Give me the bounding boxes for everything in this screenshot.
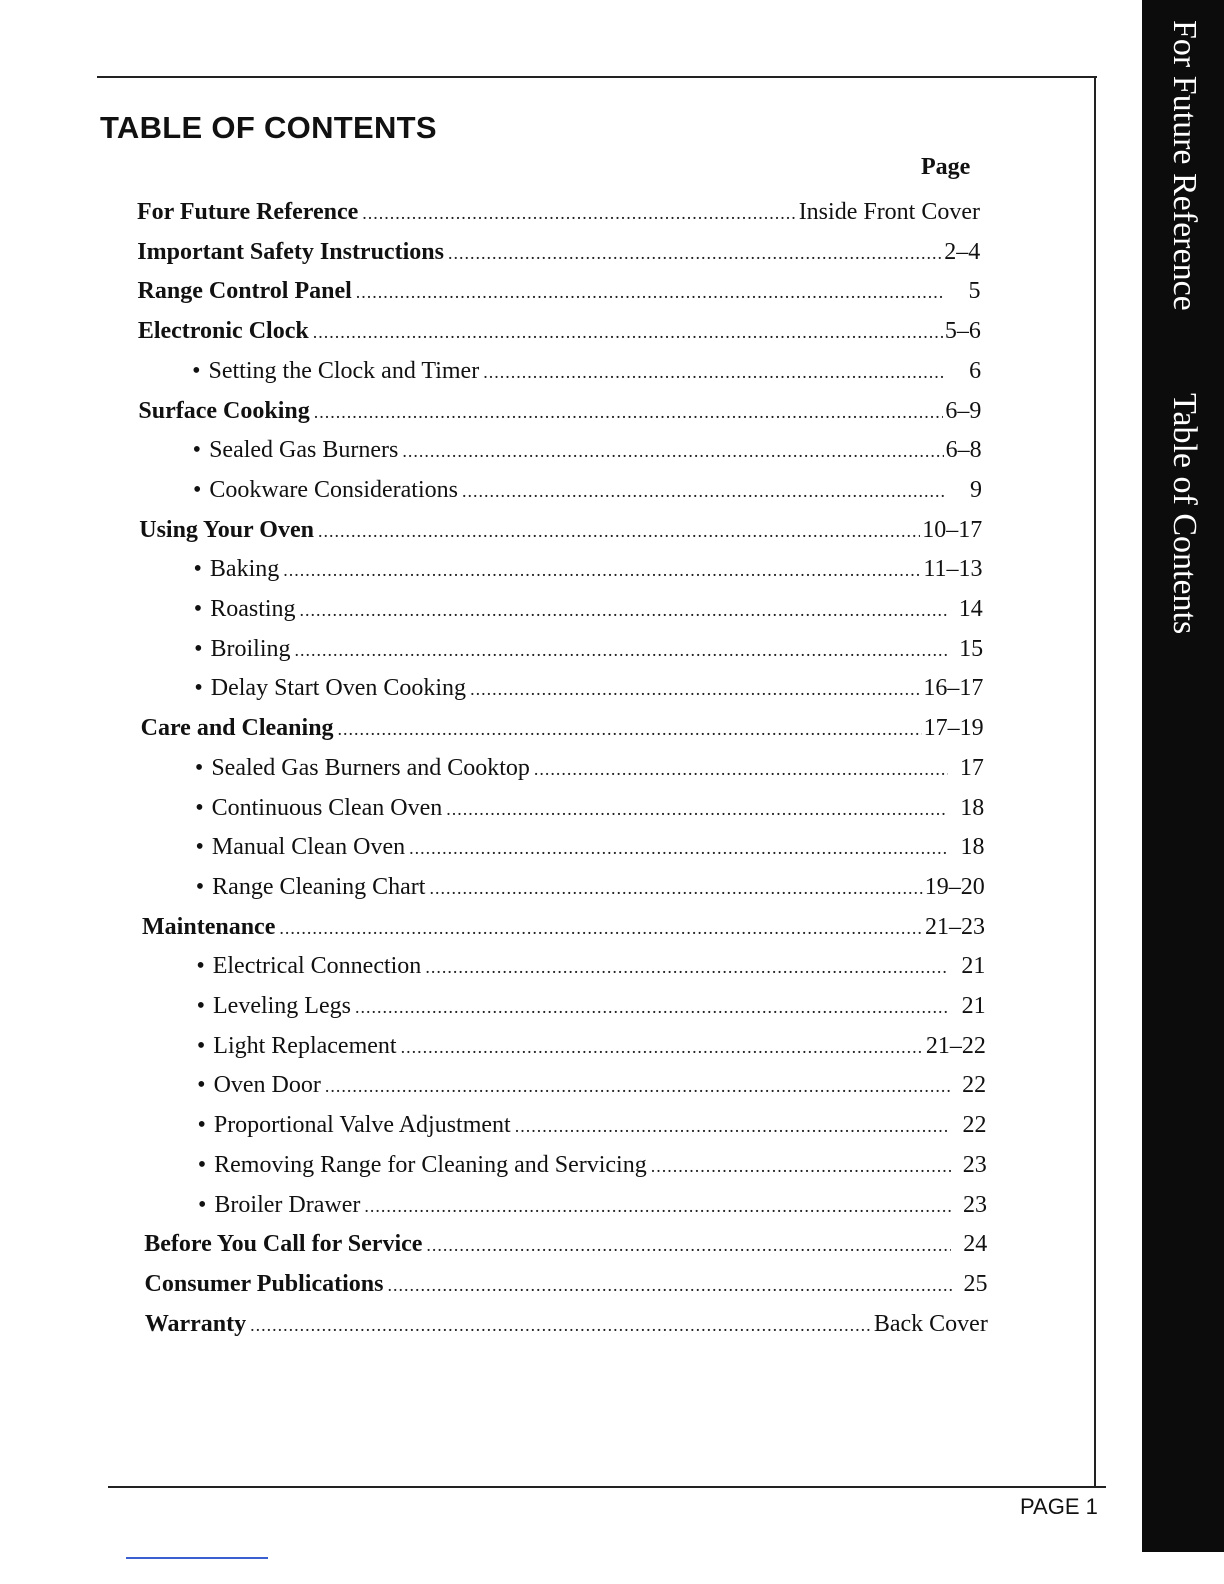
- page-column-label: Page: [921, 154, 971, 180]
- frame-bottom-rule: [108, 1486, 1106, 1488]
- toc-entry-title: Care and Cleaning: [140, 715, 334, 742]
- toc-entry-page: 21–23: [925, 913, 986, 940]
- dot-leader: [483, 356, 945, 388]
- toc-entry: [137, 236, 980, 268]
- dot-leader: [250, 1309, 872, 1341]
- toc-entry-page: 14: [958, 596, 983, 622]
- toc-entry: [194, 593, 983, 625]
- bullet-icon: •: [192, 476, 202, 503]
- dot-leader: [300, 594, 947, 626]
- toc-entry-title: Setting the Clock and Timer: [208, 357, 480, 384]
- toc-entry-page: 21–22: [925, 1032, 986, 1059]
- toc-entry: [194, 633, 983, 665]
- toc-entry-title: Electronic Clock: [137, 318, 309, 345]
- toc-entry: [195, 752, 984, 784]
- toc-entry-title: Sealed Gas Burners: [209, 437, 399, 464]
- dot-leader: [462, 475, 946, 507]
- toc-entry-page: 16–17: [923, 675, 984, 702]
- toc-entry: [195, 792, 984, 824]
- bullet-icon: •: [198, 1191, 207, 1218]
- toc-entry-page: 22: [962, 1072, 987, 1099]
- toc-entry: [198, 1189, 987, 1221]
- side-tab-label-table-of-contents: Table of Contents: [1166, 393, 1203, 635]
- dot-leader: [325, 1070, 950, 1102]
- toc-entry: [138, 395, 981, 427]
- dot-leader: [515, 1110, 951, 1142]
- toc-entry-title: For Future Reference: [137, 199, 359, 225]
- toc-entry: [138, 315, 981, 347]
- dot-leader: [426, 1229, 951, 1261]
- bullet-icon: •: [196, 953, 205, 980]
- toc-entry-title: Leveling Legs: [213, 993, 351, 1019]
- toc-entry-title: Warranty: [144, 1310, 247, 1337]
- toc-entry-page: 18: [960, 794, 985, 821]
- toc-entry-title: Oven Door: [213, 1072, 321, 1099]
- toc-entry-title: Manual Clean Oven: [211, 834, 406, 861]
- toc-entry-page: 6–9: [945, 397, 982, 424]
- bullet-icon: •: [192, 437, 202, 464]
- toc-entry-page: 10–17: [922, 516, 983, 543]
- bullet-icon: •: [192, 357, 201, 384]
- side-tab-labels: [1146, 20, 1222, 635]
- toc-entry-title: Light Replacement: [213, 1032, 397, 1059]
- scan-mark: [126, 1557, 268, 1559]
- toc-entry-page: 15: [959, 635, 984, 662]
- toc-entry-title: Range Control Panel: [137, 278, 352, 305]
- toc-entry: [197, 1030, 986, 1062]
- toc-entry-page: 25: [963, 1270, 988, 1297]
- toc-entry: [142, 911, 985, 943]
- toc-entry-title: Delay Start Oven Cooking: [210, 675, 467, 702]
- bullet-icon: •: [197, 1151, 207, 1178]
- toc-entry-title: Proportional Valve Adjustment: [213, 1112, 511, 1139]
- toc-entry: [145, 1308, 988, 1340]
- toc-entry-page: 23: [962, 1151, 987, 1178]
- toc-entry-page: 2–4: [944, 238, 981, 265]
- toc-entry-title: Consumer Publications: [144, 1270, 384, 1297]
- toc-entry: [137, 196, 980, 228]
- dot-leader: [283, 554, 921, 586]
- dot-leader: [651, 1150, 951, 1182]
- page-title: TABLE OF CONTENTS: [100, 110, 437, 145]
- toc-entry: [138, 275, 981, 307]
- toc-entry: [193, 434, 982, 466]
- dot-leader: [338, 713, 922, 745]
- bullet-icon: •: [194, 754, 204, 781]
- bullet-icon: •: [194, 675, 203, 702]
- bullet-icon: •: [195, 873, 205, 900]
- dot-leader: [314, 396, 944, 428]
- dot-leader: [387, 1269, 951, 1301]
- toc-entry: [194, 553, 983, 585]
- dot-leader: [318, 515, 920, 547]
- toc-entry-title: Maintenance: [142, 913, 276, 940]
- toc-entry: [198, 1149, 987, 1181]
- toc-entry-title: Electrical Connection: [212, 953, 422, 980]
- toc-entry-page: 17–19: [923, 715, 984, 742]
- toc-entry-title: Baking: [209, 556, 280, 583]
- dot-leader: [356, 276, 945, 308]
- toc-entry: [196, 871, 985, 903]
- toc-entry: [197, 990, 986, 1022]
- bullet-icon: •: [197, 1072, 206, 1099]
- toc-entry-page: 11–13: [923, 556, 983, 583]
- toc-entry: [194, 672, 983, 704]
- toc-entry-page: 9: [969, 476, 982, 503]
- toc-entry-page: 23: [963, 1191, 987, 1218]
- toc-entry: [196, 950, 985, 982]
- toc-entry-title: Surface Cooking: [138, 397, 310, 424]
- toc-entry: [197, 1069, 986, 1101]
- toc-entry-title: Range Cleaning Chart: [212, 873, 426, 900]
- toc-entry: [141, 712, 984, 744]
- dot-leader: [446, 793, 948, 825]
- toc-entry-page: 24: [963, 1231, 988, 1258]
- bullet-icon: •: [197, 1112, 206, 1139]
- toc-entry: [139, 514, 982, 546]
- toc-entry-page: 21: [961, 953, 986, 980]
- dot-leader: [534, 753, 948, 785]
- dot-leader: [409, 832, 948, 864]
- bullet-icon: •: [195, 794, 204, 821]
- dot-leader: [401, 1031, 924, 1063]
- dot-leader: [355, 991, 950, 1023]
- toc-entry: [195, 831, 984, 863]
- dot-leader: [295, 634, 948, 666]
- toc-entry-title: Sealed Gas Burners and Cooktop: [211, 754, 530, 781]
- toc-entry-page: 22: [962, 1112, 987, 1139]
- toc-entry-title: Using Your Oven: [139, 516, 314, 543]
- toc-entry-page: 21: [961, 993, 986, 1019]
- toc-entry-title: Broiling: [210, 635, 291, 662]
- toc-entry-title: Important Safety Instructions: [137, 238, 444, 265]
- toc-entry-page: Inside Front Cover: [798, 199, 980, 225]
- toc-entry-title: Before You Call for Service: [144, 1231, 423, 1258]
- toc-entry-title: Continuous Clean Oven: [211, 794, 443, 821]
- bullet-icon: •: [196, 993, 205, 1019]
- toc-entry-title: Roasting: [210, 596, 296, 622]
- dot-leader: [448, 237, 942, 269]
- toc-entry-title: Cookware Considerations: [209, 476, 458, 503]
- toc-entry-page: 18: [960, 834, 985, 861]
- dot-leader: [362, 197, 796, 229]
- dot-leader: [364, 1190, 951, 1222]
- toc-entry-title: Broiler Drawer: [214, 1191, 361, 1218]
- bullet-icon: •: [196, 1032, 206, 1059]
- toc-entry: [193, 474, 982, 506]
- toc-entry-page: 19–20: [924, 873, 985, 900]
- toc-entry: [145, 1268, 988, 1300]
- dot-leader: [425, 951, 949, 983]
- side-tab-label-future-reference: For Future Reference: [1166, 20, 1203, 311]
- bullet-icon: •: [194, 635, 203, 662]
- toc-entry-page: 5–6: [944, 318, 981, 345]
- dot-leader: [279, 912, 923, 944]
- toc-entry-page: 6: [969, 357, 982, 384]
- toc-entry-title: Removing Range for Cleaning and Servicing: [214, 1151, 647, 1178]
- toc-entry-page: 6–8: [945, 437, 982, 464]
- dot-leader: [470, 673, 921, 705]
- toc-entry: [192, 355, 981, 387]
- toc-entry-page: Back Cover: [873, 1310, 988, 1337]
- bullet-icon: •: [195, 834, 204, 861]
- toc-entry: [197, 1109, 986, 1141]
- dot-leader: [313, 316, 943, 348]
- toc-entry: [144, 1228, 987, 1260]
- bullet-icon: •: [193, 596, 203, 622]
- dot-leader: [402, 435, 943, 467]
- page-number: PAGE 1: [1020, 1494, 1098, 1519]
- toc-entry-page: 17: [959, 754, 984, 781]
- toc-entry-page: 5: [968, 278, 981, 305]
- bullet-icon: •: [193, 556, 202, 583]
- dot-leader: [429, 872, 922, 904]
